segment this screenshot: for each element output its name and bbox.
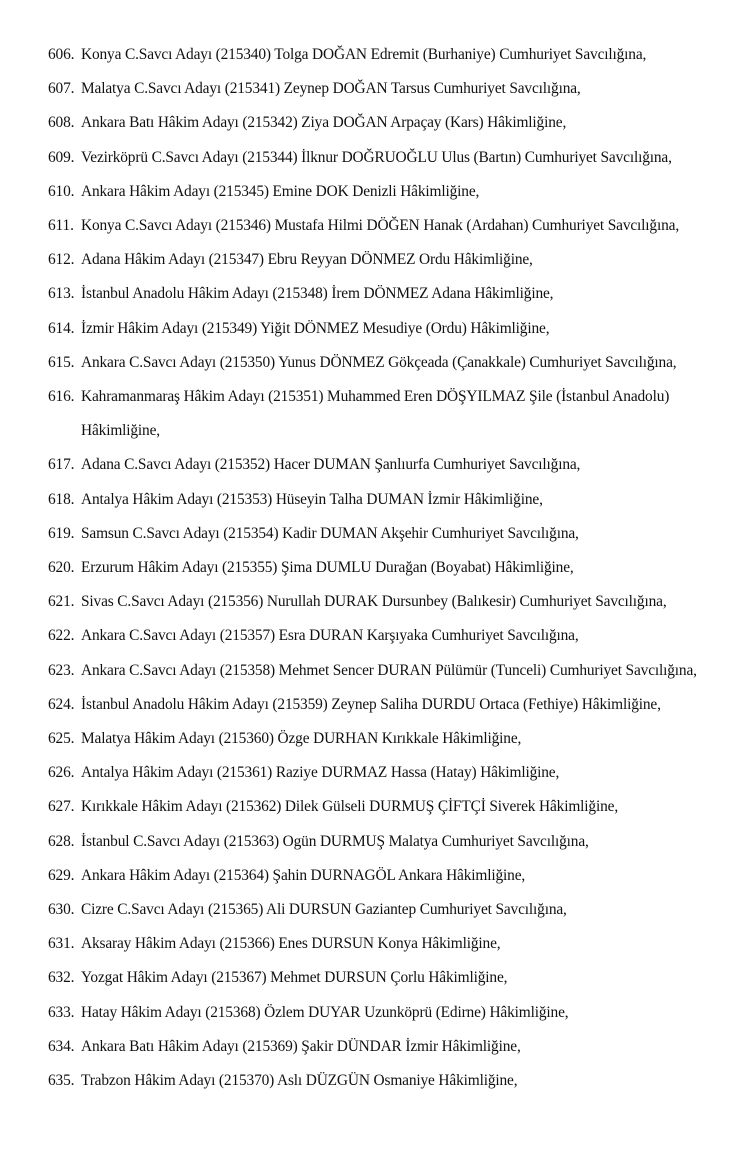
item-text: Konya C.Savcı Adayı (215340) Tolga DOĞAN Edremit (Burhaniye) Cumhuriyet Savcılığına, <box>81 46 647 63</box>
item-number: 635. <box>48 1072 75 1090</box>
item-number: 614. <box>48 319 75 337</box>
item-text: Kahramanmaraş Hâkim Adayı (215351) Muhammed Eren DÖŞYILMAZ Şile (İstanbul Anadolu) Hâkimliğine, <box>81 388 670 440</box>
list-item <box>48 927 732 961</box>
item-text: İzmir Hâkim Adayı (215349) Yiğit DÖNMEZ Mesudiye (Ordu) Hâkimliğine, <box>81 319 550 337</box>
item-number: 608. <box>48 114 75 132</box>
item-text: Ankara Batı Hâkim Adayı (215342) Ziya DOĞAN Arpaçay (Kars) Hâkimliğine, <box>81 114 567 132</box>
item-text: Konya C.Savcı Adayı (215346) Mustafa Hilmi DÖĞEN Hanak (Ardahan) Cumhuriyet Savcılığına, <box>81 217 680 235</box>
item-number: 607. <box>48 80 75 98</box>
item-number: 628. <box>48 832 75 850</box>
list-item <box>48 1064 732 1098</box>
list-item <box>48 961 732 995</box>
item-number: 632. <box>48 969 75 987</box>
list-item <box>48 619 732 653</box>
item-number: 626. <box>48 764 75 782</box>
item-number: 618. <box>48 490 75 508</box>
item-text: Trabzon Hâkim Adayı (215370) Aslı DÜZGÜN Osmaniye Hâkimliğine, <box>81 1072 518 1090</box>
item-text: Antalya Hâkim Adayı (215361) Raziye DURMAZ Hassa (Hatay) Hâkimliğine, <box>81 764 560 782</box>
list-item <box>48 175 732 209</box>
item-number: 629. <box>48 866 75 884</box>
item-text: Malatya C.Savcı Adayı (215341) Zeynep DOĞAN Tarsus Cumhuriyet Savcılığına, <box>81 80 581 98</box>
item-number: 623. <box>48 661 75 679</box>
list-item <box>48 756 732 790</box>
item-number: 612. <box>48 251 75 269</box>
list-item <box>48 72 732 106</box>
appointment-list <box>48 38 732 1098</box>
item-text: Kırıkkale Hâkim Adayı (215362) Dilek Gülseli DURMUŞ ÇİFTÇİ Siverek Hâkimliğine, <box>81 798 619 816</box>
list-item <box>48 243 732 277</box>
item-text: İstanbul Anadolu Hâkim Adayı (215348) İrem DÖNMEZ Adana Hâkimliğine, <box>81 285 554 303</box>
list-item <box>48 346 732 380</box>
list-item <box>48 996 732 1030</box>
item-number: 627. <box>48 798 75 816</box>
item-text: Antalya Hâkim Adayı (215353) Hüseyin Talha DUMAN İzmir Hâkimliğine, <box>81 490 543 508</box>
item-text: Erzurum Hâkim Adayı (215355) Şima DUMLU Durağan (Boyabat) Hâkimliğine, <box>81 559 574 577</box>
item-number: 615. <box>48 353 75 371</box>
item-number: 620. <box>48 559 75 577</box>
item-text: Hatay Hâkim Adayı (215368) Özlem DUYAR Uzunköprü (Edirne) Hâkimliğine, <box>81 1003 569 1021</box>
list-item <box>48 551 732 585</box>
item-number: 621. <box>48 593 75 611</box>
list-item <box>48 790 732 824</box>
item-number: 624. <box>48 695 75 713</box>
item-number: 631. <box>48 935 75 953</box>
item-number: 630. <box>48 901 75 919</box>
item-text: İstanbul Anadolu Hâkim Adayı (215359) Zeynep Saliha DURDU Ortaca (Fethiye) Hâkimliğine, <box>81 695 661 713</box>
list-item <box>48 312 732 346</box>
list-item <box>48 517 732 551</box>
item-number: 606. <box>48 46 75 63</box>
list-item <box>48 38 732 72</box>
item-text: Ankara Batı Hâkim Adayı (215369) Şakir DÜNDAR İzmir Hâkimliğine, <box>81 1037 521 1055</box>
list-item <box>48 654 732 688</box>
list-item <box>48 483 732 517</box>
list-item <box>48 722 732 756</box>
item-number: 622. <box>48 627 75 645</box>
item-number: 619. <box>48 524 75 542</box>
item-text: İstanbul C.Savcı Adayı (215363) Ogün DURMUŞ Malatya Cumhuriyet Savcılığına, <box>81 832 589 850</box>
list-item <box>48 209 732 243</box>
item-number: 616. <box>48 388 75 406</box>
item-number: 634. <box>48 1037 75 1055</box>
item-text: Samsun C.Savcı Adayı (215354) Kadir DUMAN Akşehir Cumhuriyet Savcılığına, <box>81 524 579 542</box>
item-number: 611. <box>48 217 74 235</box>
item-text: Ankara Hâkim Adayı (215345) Emine DOK Denizli Hâkimliğine, <box>81 182 480 200</box>
item-text: Adana Hâkim Adayı (215347) Ebru Reyyan DÖNMEZ Ordu Hâkimliğine, <box>81 251 533 269</box>
item-number: 617. <box>48 456 75 474</box>
list-item <box>48 380 732 448</box>
item-number: 609. <box>48 148 75 166</box>
item-number: 610. <box>48 182 75 200</box>
list-item <box>48 277 732 311</box>
list-item <box>48 859 732 893</box>
item-text: Malatya Hâkim Adayı (215360) Özge DURHAN Kırıkkale Hâkimliğine, <box>81 730 522 748</box>
list-item <box>48 893 732 927</box>
list-item <box>48 688 732 722</box>
list-item <box>48 1030 732 1064</box>
item-text: Aksaray Hâkim Adayı (215366) Enes DURSUN Konya Hâkimliğine, <box>81 935 501 953</box>
item-text: Ankara Hâkim Adayı (215364) Şahin DURNAGÖL Ankara Hâkimliğine, <box>81 866 526 884</box>
item-number: 633. <box>48 1003 75 1021</box>
item-text: Ankara C.Savcı Adayı (215350) Yunus DÖNMEZ Gökçeada (Çanakkale) Cumhuriyet Savcılığına, <box>81 353 677 371</box>
list-item <box>48 141 732 175</box>
list-item <box>48 825 732 859</box>
item-text: Cizre C.Savcı Adayı (215365) Ali DURSUN Gaziantep Cumhuriyet Savcılığına, <box>81 901 567 919</box>
item-text: Sivas C.Savcı Adayı (215356) Nurullah DURAK Dursunbey (Balıkesir) Cumhuriyet Savcılığına, <box>81 593 667 611</box>
item-text: Adana C.Savcı Adayı (215352) Hacer DUMAN Şanlıurfa Cumhuriyet Savcılığına, <box>81 456 581 474</box>
list-item <box>48 448 732 482</box>
item-text: Ankara C.Savcı Adayı (215358) Mehmet Sencer DURAN Pülümür (Tunceli) Cumhuriyet Savcılığına, <box>81 661 697 679</box>
item-text: Vezirköprü C.Savcı Adayı (215344) İlknur DOĞRUOĞLU Ulus (Bartın) Cumhuriyet Savcılığına, <box>81 148 672 166</box>
item-text: Yozgat Hâkim Adayı (215367) Mehmet DURSUN Çorlu Hâkimliğine, <box>81 969 508 987</box>
list-item <box>48 585 732 619</box>
list-item <box>48 106 732 140</box>
item-number: 625. <box>48 730 75 748</box>
item-number: 613. <box>48 285 75 303</box>
item-text: Ankara C.Savcı Adayı (215357) Esra DURAN Karşıyaka Cumhuriyet Savcılığına, <box>81 627 579 645</box>
